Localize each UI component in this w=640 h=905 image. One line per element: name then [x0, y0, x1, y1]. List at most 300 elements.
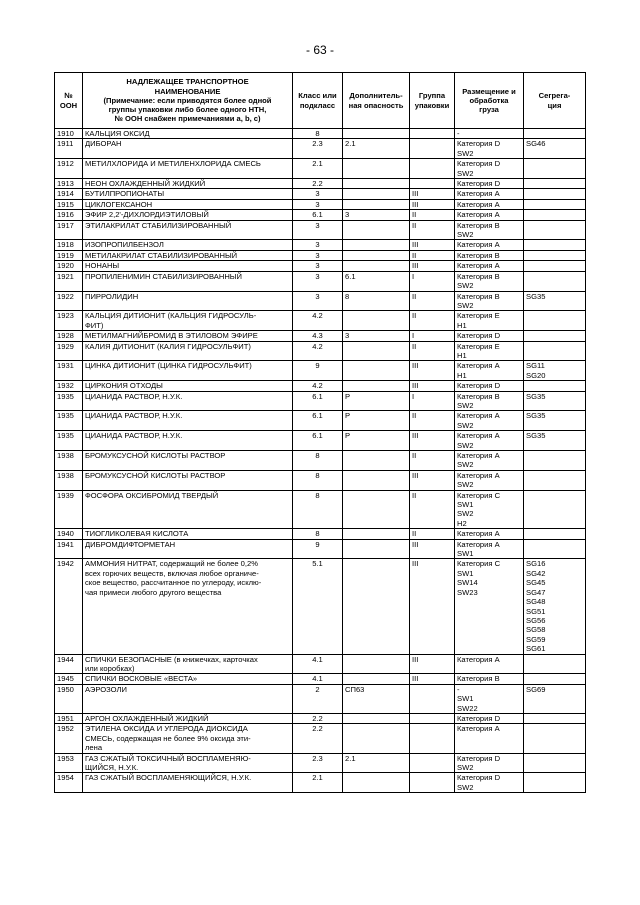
stowage-cell-line: SW2 — [457, 300, 474, 310]
shipping-name-cell-line: БРОМУКСУСНОЙ КИСЛОТЫ РАСТВОР — [85, 470, 226, 480]
subsidiary-risk-cell: СП63 — [343, 684, 410, 713]
class-cell: 8 — [293, 529, 343, 539]
segregation-cell — [524, 210, 586, 220]
stowage-cell — [455, 411, 524, 431]
shipping-name-cell-line: ЦИНКА ДИТИОНИТ (ЦИНКА ГИДРОСУЛЬФИТ) — [85, 361, 252, 371]
shipping-name-cell — [83, 490, 293, 529]
segregation-cell — [524, 159, 586, 179]
subsidiary-risk-cell: 2.1 — [343, 139, 410, 159]
table-header-row — [55, 73, 586, 129]
stowage-cell — [455, 391, 524, 411]
stowage-cell — [455, 250, 524, 260]
segregation-cell — [524, 361, 586, 381]
stowage-cell-line: SW2 — [457, 281, 474, 291]
table-row — [55, 753, 586, 773]
class-cell: 6.1 — [293, 210, 343, 220]
shipping-name-cell-line: МЕТИЛАКРИЛАТ СТАБИЛИЗИРОВАННЫЙ — [85, 250, 238, 260]
header-line: обработка — [469, 95, 509, 105]
shipping-name-cell-line: ПРОПИЛЕНИМИН СТАБИЛИЗИРОВАННЫЙ — [85, 271, 242, 281]
un-number-cell: 1915 — [55, 199, 83, 209]
un-number-cell: 1932 — [55, 381, 83, 391]
segregation-cell — [524, 470, 586, 490]
class-cell: 2 — [293, 684, 343, 713]
stowage-cell-line: SW2 — [457, 168, 474, 178]
subsidiary-risk-cell — [343, 654, 410, 674]
shipping-name-cell — [83, 559, 293, 654]
un-number-cell: 1954 — [55, 773, 83, 793]
segregation-cell-line: SG35 — [526, 431, 546, 441]
stowage-cell-line: SW2 — [457, 440, 474, 450]
subsidiary-risk-cell — [343, 724, 410, 753]
stowage-cell-line: SW1 — [457, 568, 474, 578]
stowage-cell — [455, 199, 524, 209]
subsidiary-risk-cell — [343, 250, 410, 260]
segregation-cell — [524, 451, 586, 471]
shipping-name-cell-line: всех горючих веществ, включая любое органиче- — [85, 568, 259, 578]
subsidiary-risk-cell: 3 — [343, 331, 410, 341]
class-cell: 8 — [293, 129, 343, 139]
stowage-cell-line: SW2 — [457, 782, 474, 792]
subsidiary-risk-cell — [343, 240, 410, 250]
shipping-name-cell — [83, 773, 293, 793]
header-line: Класс или — [298, 91, 337, 101]
segregation-cell — [524, 311, 586, 331]
shipping-name-cell — [83, 654, 293, 674]
shipping-name-cell-line: ЩИЙСЯ, Н.У.К. — [85, 763, 139, 772]
class-cell: 8 — [293, 490, 343, 529]
shipping-name-cell-line: ГАЗ СЖАТЫЙ ТОКСИЧНЫЙ ВОСПЛАМЕНЯЮ- — [85, 753, 251, 763]
shipping-name-cell-line: лена — [85, 743, 103, 753]
subsidiary-risk-cell — [343, 773, 410, 793]
un-number-cell: 1916 — [55, 210, 83, 220]
stowage-cell — [455, 674, 524, 684]
packing-group-cell: III — [410, 361, 455, 381]
table-row — [55, 210, 586, 220]
packing-group-cell — [410, 129, 455, 139]
segregation-cell-line: SG56 — [526, 615, 546, 625]
table-row — [55, 773, 586, 793]
segregation-cell — [524, 713, 586, 723]
header-line: Сегрега- — [538, 91, 571, 101]
stowage-cell-line: Категория A — [457, 724, 500, 734]
packing-group-cell: II — [410, 529, 455, 539]
shipping-name-cell — [83, 431, 293, 451]
segregation-cell-line: SG35 — [526, 391, 546, 401]
stowage-cell-line: Категория B — [457, 271, 500, 281]
stowage-cell-line: SW1 — [457, 549, 474, 559]
stowage-cell — [455, 311, 524, 331]
class-cell: 3 — [293, 199, 343, 209]
shipping-name-cell-line: БУТИЛПРОПИОНАТЫ — [85, 189, 165, 199]
class-cell: 2.1 — [293, 773, 343, 793]
packing-group-cell: III — [410, 261, 455, 271]
stowage-cell — [455, 210, 524, 220]
segregation-cell — [524, 199, 586, 209]
shipping-name-cell-line: ское вещество, рассчитанное по углероду, исклю- — [85, 578, 262, 588]
shipping-name-cell-line: ДИБОРАН — [85, 139, 122, 149]
class-cell: 2.3 — [293, 139, 343, 159]
header-proper-shipping-name — [83, 73, 293, 129]
segregation-cell-line: SG35 — [526, 291, 546, 301]
un-number-cell: 1952 — [55, 724, 83, 753]
packing-group-cell — [410, 724, 455, 753]
un-number-cell: 1911 — [55, 139, 83, 159]
shipping-name-cell-line: ФИТ) — [85, 320, 104, 330]
table-row — [55, 381, 586, 391]
shipping-name-cell-line: БРОМУКСУСНОЙ КИСЛОТЫ РАСТВОР — [85, 451, 226, 460]
shipping-name-cell — [83, 684, 293, 713]
header-line: груза — [479, 105, 499, 115]
stowage-cell-line: Категория B — [457, 220, 500, 230]
un-number-cell: 1940 — [55, 529, 83, 539]
header-line: группы упаковки либо более одного НТН, — [108, 105, 267, 115]
subsidiary-risk-cell: 8 — [343, 291, 410, 311]
shipping-name-cell-line: СПИЧКИ БЕЗОПАСНЫЕ (в книжечках, карточках — [85, 654, 258, 664]
table-row — [55, 139, 586, 159]
subsidiary-risk-cell — [343, 381, 410, 391]
stowage-cell — [455, 773, 524, 793]
segregation-cell — [524, 684, 586, 713]
class-cell: 2.1 — [293, 159, 343, 179]
stowage-cell-line: SW23 — [457, 587, 478, 597]
stowage-cell-line: Категория E — [457, 311, 500, 321]
shipping-name-cell — [83, 139, 293, 159]
segregation-cell — [524, 261, 586, 271]
stowage-cell-line: Категория C — [457, 559, 501, 569]
header-line: ная опасность — [348, 100, 404, 110]
table-row — [55, 311, 586, 331]
class-cell: 2.2 — [293, 713, 343, 723]
shipping-name-cell-line: СПИЧКИ ВОСКОВЫЕ «ВЕСТА» — [85, 674, 198, 684]
table-row — [55, 240, 586, 250]
segregation-cell — [524, 753, 586, 773]
segregation-cell — [524, 331, 586, 341]
class-cell: 4.1 — [293, 674, 343, 684]
stowage-cell-line: Категория B — [457, 674, 500, 684]
subsidiary-risk-cell — [343, 341, 410, 361]
segregation-cell — [524, 559, 586, 654]
segregation-cell — [524, 724, 586, 753]
subsidiary-risk-cell — [343, 470, 410, 490]
table-row — [55, 411, 586, 431]
un-number-cell: 1914 — [55, 189, 83, 199]
un-number-cell: 1935 — [55, 431, 83, 451]
un-number-cell: 1938 — [55, 470, 83, 490]
segregation-cell — [524, 291, 586, 311]
shipping-name-cell — [83, 539, 293, 559]
packing-group-cell: II — [410, 311, 455, 331]
class-cell: 6.1 — [293, 431, 343, 451]
stowage-cell-line: Категория D — [457, 773, 501, 783]
un-number-cell: 1944 — [55, 654, 83, 674]
packing-group-cell — [410, 684, 455, 713]
class-cell: 3 — [293, 220, 343, 240]
packing-group-cell — [410, 159, 455, 179]
packing-group-cell — [410, 753, 455, 773]
stowage-cell — [455, 240, 524, 250]
dangerous-goods-table — [54, 72, 586, 793]
shipping-name-cell-line: ЦИАНИДА РАСТВОР, Н.У.К. — [85, 391, 183, 401]
packing-group-cell: III — [410, 431, 455, 451]
stowage-cell-line: Категория A — [457, 411, 500, 421]
segregation-cell-line: SG16 — [526, 559, 546, 569]
stowage-cell — [455, 139, 524, 159]
shipping-name-cell — [83, 713, 293, 723]
stowage-cell — [455, 189, 524, 199]
table-row — [55, 391, 586, 411]
subsidiary-risk-cell — [343, 559, 410, 654]
subsidiary-risk-cell — [343, 529, 410, 539]
stowage-cell — [455, 470, 524, 490]
stowage-cell-line: H1 — [457, 320, 467, 330]
stowage-cell — [455, 684, 524, 713]
packing-group-cell: III — [410, 240, 455, 250]
shipping-name-cell — [83, 381, 293, 391]
table-row — [55, 361, 586, 381]
table-row — [55, 529, 586, 539]
un-number-cell: 1910 — [55, 129, 83, 139]
subsidiary-risk-cell: 2.1 — [343, 753, 410, 773]
class-cell: 3 — [293, 291, 343, 311]
stowage-cell-line: Категория A — [457, 529, 500, 539]
stowage-cell-line: Категория A — [457, 210, 500, 220]
shipping-name-cell — [83, 451, 293, 471]
header-line: ООН — [59, 100, 78, 110]
shipping-name-cell-line: ЭТИЛЕНА ОКСИДА И УГЛЕРОДА ДИОКСИДА — [85, 724, 248, 734]
stowage-cell — [455, 724, 524, 753]
stowage-cell-line: Категория B — [457, 291, 500, 301]
shipping-name-cell-line: АЭРОЗОЛИ — [85, 684, 127, 694]
packing-group-cell: II — [410, 210, 455, 220]
segregation-cell — [524, 240, 586, 250]
class-cell: 2.2 — [293, 724, 343, 753]
table-row — [55, 159, 586, 179]
subsidiary-risk-cell — [343, 261, 410, 271]
packing-group-cell: II — [410, 250, 455, 260]
packing-group-cell — [410, 713, 455, 723]
packing-group-cell: II — [410, 220, 455, 240]
stowage-cell-line: Категория D — [457, 159, 501, 169]
shipping-name-cell-line: ЦИКЛОГЕКСАНОН — [85, 199, 153, 209]
stowage-cell — [455, 291, 524, 311]
subsidiary-risk-cell — [343, 451, 410, 471]
shipping-name-cell-line: КАЛЬЦИЯ ОКСИД — [85, 129, 150, 138]
table-row — [55, 331, 586, 341]
subsidiary-risk-cell — [343, 490, 410, 529]
table-row — [55, 271, 586, 291]
segregation-cell — [524, 539, 586, 559]
stowage-cell — [455, 713, 524, 723]
segregation-cell — [524, 381, 586, 391]
shipping-name-cell — [83, 411, 293, 431]
table-row — [55, 179, 586, 189]
table-row — [55, 674, 586, 684]
class-cell: 9 — [293, 539, 343, 559]
subsidiary-risk-cell — [343, 189, 410, 199]
un-number-cell: 1920 — [55, 261, 83, 271]
un-number-cell: 1922 — [55, 291, 83, 311]
stowage-cell-line: SW2 — [457, 148, 474, 158]
header-line: Размещение и — [462, 86, 516, 96]
packing-group-cell: II — [410, 291, 455, 311]
table-row — [55, 470, 586, 490]
stowage-cell-line: Категория A — [457, 431, 500, 441]
shipping-name-cell — [83, 753, 293, 773]
header-stowage-handling — [455, 73, 524, 129]
class-cell: 5.1 — [293, 559, 343, 654]
packing-group-cell: II — [410, 411, 455, 431]
un-number-cell: 1935 — [55, 411, 83, 431]
subsidiary-risk-cell: P — [343, 391, 410, 411]
shipping-name-cell-line: ПИРРОЛИДИН — [85, 291, 139, 301]
header-subsidiary-risk — [343, 73, 410, 129]
subsidiary-risk-cell: 3 — [343, 210, 410, 220]
class-cell: 2.2 — [293, 179, 343, 189]
table-row — [55, 539, 586, 559]
stowage-cell — [455, 271, 524, 291]
class-cell: 6.1 — [293, 411, 343, 431]
header-line: НАИМЕНОВАНИЕ — [154, 86, 221, 96]
shipping-name-cell-line: ИЗОПРОПИЛБЕНЗОЛ — [85, 240, 164, 250]
segregation-cell-line: SG42 — [526, 568, 546, 578]
un-number-cell: 1951 — [55, 713, 83, 723]
shipping-name-cell — [83, 199, 293, 209]
un-number-cell: 1935 — [55, 391, 83, 411]
stowage-cell-line: Категория E — [457, 341, 500, 351]
shipping-name-cell — [83, 271, 293, 291]
stowage-cell-line: Категория A — [457, 654, 500, 664]
packing-group-cell: I — [410, 271, 455, 291]
subsidiary-risk-cell — [343, 361, 410, 381]
segregation-cell-line: SG59 — [526, 634, 546, 644]
un-number-cell: 1923 — [55, 311, 83, 331]
header-line: Дополнитель- — [349, 91, 403, 101]
shipping-name-cell-line: ФОСФОРА ОКСИБРОМИД ТВЕРДЫЙ — [85, 490, 219, 500]
subsidiary-risk-cell — [343, 159, 410, 179]
header-line: № ООН снабжен примечаниями a, b, c) — [114, 114, 261, 124]
table-row — [55, 684, 586, 713]
stowage-cell-line: Категория D — [457, 753, 501, 763]
stowage-cell-line: Категория D — [457, 139, 501, 149]
packing-group-cell: III — [410, 470, 455, 490]
packing-group-cell: III — [410, 674, 455, 684]
header-class — [293, 73, 343, 129]
header-segregation — [524, 73, 586, 129]
un-number-cell: 1945 — [55, 674, 83, 684]
packing-group-cell: III — [410, 189, 455, 199]
stowage-cell-line: Категория A — [457, 199, 500, 209]
un-number-cell: 1942 — [55, 559, 83, 654]
header-line: ция — [547, 100, 562, 110]
class-cell: 3 — [293, 250, 343, 260]
header-line: № — [64, 91, 73, 101]
class-cell: 8 — [293, 451, 343, 471]
stowage-cell-line: SW2 — [457, 230, 474, 240]
stowage-cell-line: Категория A — [457, 240, 500, 250]
segregation-cell-line: SG48 — [526, 597, 546, 607]
subsidiary-risk-cell — [343, 179, 410, 189]
stowage-cell — [455, 341, 524, 361]
shipping-name-cell — [83, 311, 293, 331]
shipping-name-cell — [83, 189, 293, 199]
segregation-cell-line: SG20 — [526, 370, 546, 380]
segregation-cell-line: SG51 — [526, 606, 546, 616]
subsidiary-risk-cell: P — [343, 411, 410, 431]
stowage-cell — [455, 490, 524, 529]
stowage-cell-line: SW2 — [457, 763, 474, 772]
segregation-cell-line: SG69 — [526, 684, 546, 694]
packing-group-cell — [410, 139, 455, 159]
stowage-cell-line: SW1 — [457, 500, 474, 510]
stowage-cell-line: Категория D — [457, 713, 501, 723]
un-number-cell: 1919 — [55, 250, 83, 260]
un-number-cell: 1913 — [55, 179, 83, 189]
stowage-cell — [455, 539, 524, 559]
shipping-name-cell — [83, 331, 293, 341]
shipping-name-cell-line: ЭФИР 2,2'-ДИХЛОРДИЭТИЛОВЫЙ — [85, 210, 209, 220]
class-cell: 2.3 — [293, 753, 343, 773]
segregation-cell — [524, 220, 586, 240]
subsidiary-risk-cell — [343, 199, 410, 209]
table-row — [55, 451, 586, 471]
stowage-cell-line: Категория A — [457, 470, 500, 480]
table-row — [55, 189, 586, 199]
stowage-cell — [455, 179, 524, 189]
shipping-name-cell — [83, 159, 293, 179]
header-line: подкласс — [299, 100, 336, 110]
stowage-cell-line: Категория D — [457, 381, 501, 391]
packing-group-cell: III — [410, 559, 455, 654]
subsidiary-risk-cell: P — [343, 431, 410, 451]
subsidiary-risk-cell — [343, 674, 410, 684]
subsidiary-risk-cell — [343, 539, 410, 559]
stowage-cell — [455, 361, 524, 381]
stowage-cell-line: Категория A — [457, 261, 500, 271]
shipping-name-cell-line: ЦИАНИДА РАСТВОР, Н.У.К. — [85, 431, 183, 441]
class-cell: 4.2 — [293, 311, 343, 331]
stowage-cell-line: SW2 — [457, 509, 474, 519]
un-number-cell: 1941 — [55, 539, 83, 559]
stowage-cell — [455, 654, 524, 674]
un-number-cell: 1950 — [55, 684, 83, 713]
class-cell: 6.1 — [293, 391, 343, 411]
segregation-cell — [524, 529, 586, 539]
stowage-cell-line: SW2 — [457, 480, 474, 490]
stowage-cell-line: Категория B — [457, 250, 500, 260]
stowage-cell — [455, 159, 524, 179]
shipping-name-cell-line: ДИБРОМДИФТОРМЕТАН — [85, 539, 176, 549]
table-row — [55, 341, 586, 361]
stowage-cell-line: H1 — [457, 370, 467, 380]
shipping-name-cell-line: или коробках) — [85, 663, 135, 673]
table-row — [55, 431, 586, 451]
segregation-cell — [524, 431, 586, 451]
segregation-cell — [524, 139, 586, 159]
stowage-cell — [455, 381, 524, 391]
stowage-cell-line: Категория A — [457, 189, 500, 199]
segregation-cell — [524, 674, 586, 684]
header-line: Группа — [418, 91, 446, 101]
shipping-name-cell-line: МЕТИЛХЛОРИДА И МЕТИЛЕНХЛОРИДА СМЕСЬ — [85, 159, 261, 169]
stowage-cell — [455, 451, 524, 471]
subsidiary-risk-cell — [343, 220, 410, 240]
subsidiary-risk-cell — [343, 129, 410, 139]
shipping-name-cell-line: АРГОН ОХЛАЖДЕННЫЙ ЖИДКИЙ — [85, 713, 209, 723]
table-row — [55, 654, 586, 674]
class-cell: 3 — [293, 240, 343, 250]
packing-group-cell — [410, 773, 455, 793]
packing-group-cell — [410, 179, 455, 189]
